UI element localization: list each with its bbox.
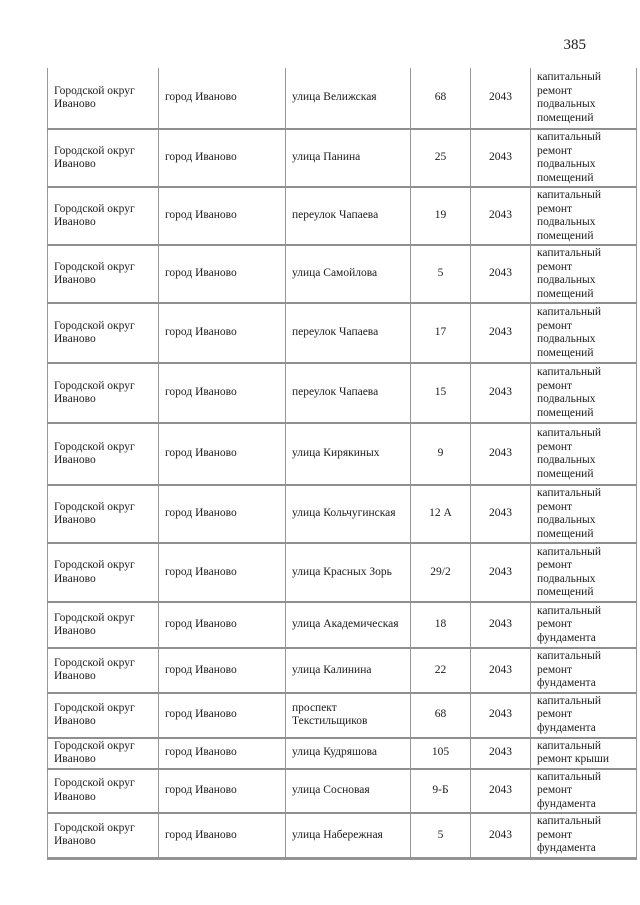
table-row xyxy=(48,543,637,602)
cell-house: 15 xyxy=(411,363,471,423)
cell-district: Городской округ Иваново xyxy=(48,648,159,693)
cell-work: капитальный ремонт подвальных помещений xyxy=(531,245,637,303)
cell-district: Городской округ Иваново xyxy=(48,68,159,129)
cell-house: 18 xyxy=(411,602,471,648)
cell-house: 19 xyxy=(411,187,471,245)
repair-schedule-table xyxy=(47,68,637,860)
cell-street: улица Кольчугинская xyxy=(286,485,411,543)
table-row xyxy=(48,648,637,693)
cell-year: 2043 xyxy=(471,363,531,423)
cell-work: капитальный ремонт подвальных помещений xyxy=(531,303,637,363)
cell-house: 5 xyxy=(411,813,471,858)
table-row xyxy=(48,813,637,858)
cell-district: Городской округ Иваново xyxy=(48,738,159,769)
cell-district: Городской округ Иваново xyxy=(48,245,159,303)
table-row xyxy=(48,602,637,648)
cell-street: улица Кирякиных xyxy=(286,423,411,485)
cell-house: 25 xyxy=(411,129,471,187)
table-row xyxy=(48,485,637,543)
cell-work: капитальный ремонт подвальных помещений xyxy=(531,423,637,485)
table-row xyxy=(48,363,637,423)
cell-year: 2043 xyxy=(471,813,531,858)
cell-work: капитальный ремонт фундамента xyxy=(531,602,637,648)
cell-house: 9 xyxy=(411,423,471,485)
cell-house: 12 А xyxy=(411,485,471,543)
cell-street: улица Сосновая xyxy=(286,769,411,814)
cell-house: 29/2 xyxy=(411,543,471,602)
cell-district: Городской округ Иваново xyxy=(48,485,159,543)
cell-street: переулок Чапаева xyxy=(286,363,411,423)
table-row xyxy=(48,423,637,485)
cell-work: капитальный ремонт подвальных помещений xyxy=(531,485,637,543)
cell-work: капитальный ремонт подвальных помещений xyxy=(531,68,637,129)
cell-district: Городской округ Иваново xyxy=(48,769,159,814)
cell-house: 5 xyxy=(411,245,471,303)
cell-city: город Иваново xyxy=(159,543,286,602)
cell-city: город Иваново xyxy=(159,187,286,245)
cell-year: 2043 xyxy=(471,187,531,245)
table-row xyxy=(48,738,637,769)
cell-district: Городской округ Иваново xyxy=(48,187,159,245)
table-row xyxy=(48,129,637,187)
cell-city: город Иваново xyxy=(159,769,286,814)
cell-street: проспект Текстильщиков xyxy=(286,693,411,738)
cell-street: улица Академическая xyxy=(286,602,411,648)
cell-street: улица Красных Зорь xyxy=(286,543,411,602)
cell-year: 2043 xyxy=(471,602,531,648)
cell-house: 22 xyxy=(411,648,471,693)
cell-year: 2043 xyxy=(471,68,531,129)
cell-city: город Иваново xyxy=(159,245,286,303)
cell-city: город Иваново xyxy=(159,738,286,769)
cell-street: улица Велижская xyxy=(286,68,411,129)
cell-house: 68 xyxy=(411,693,471,738)
cell-year: 2043 xyxy=(471,129,531,187)
cell-district: Городской округ Иваново xyxy=(48,602,159,648)
cell-house: 9-Б xyxy=(411,769,471,814)
schedule-table-body xyxy=(48,68,637,858)
table-row xyxy=(48,303,637,363)
cell-district: Городской округ Иваново xyxy=(48,813,159,858)
cell-year: 2043 xyxy=(471,245,531,303)
cell-work: капитальный ремонт подвальных помещений xyxy=(531,187,637,245)
cell-street: улица Калинина xyxy=(286,648,411,693)
cell-district: Городской округ Иваново xyxy=(48,303,159,363)
cell-city: город Иваново xyxy=(159,129,286,187)
cell-year: 2043 xyxy=(471,303,531,363)
cell-work: капитальный ремонт фундамента xyxy=(531,769,637,814)
cell-work: капитальный ремонт фундамента xyxy=(531,648,637,693)
cell-city: город Иваново xyxy=(159,648,286,693)
cell-work: капитальный ремонт подвальных помещений xyxy=(531,363,637,423)
cell-year: 2043 xyxy=(471,693,531,738)
cell-city: город Иваново xyxy=(159,423,286,485)
cell-work: капитальный ремонт фундамента xyxy=(531,693,637,738)
cell-work: капитальный ремонт фундамента xyxy=(531,813,637,858)
cell-city: город Иваново xyxy=(159,303,286,363)
cell-district: Городской округ Иваново xyxy=(48,363,159,423)
cell-district: Городской округ Иваново xyxy=(48,423,159,485)
cell-house: 68 xyxy=(411,68,471,129)
cell-year: 2043 xyxy=(471,543,531,602)
page-number: 385 xyxy=(563,37,586,53)
cell-district: Городской округ Иваново xyxy=(48,543,159,602)
cell-street: улица Кудряшова xyxy=(286,738,411,769)
cell-house: 17 xyxy=(411,303,471,363)
cell-year: 2043 xyxy=(471,485,531,543)
cell-house: 105 xyxy=(411,738,471,769)
table-row xyxy=(48,68,637,129)
cell-district: Городской округ Иваново xyxy=(48,693,159,738)
table-row xyxy=(48,187,637,245)
cell-street: улица Набережная xyxy=(286,813,411,858)
cell-work: капитальный ремонт подвальных помещений xyxy=(531,129,637,187)
table-row xyxy=(48,769,637,814)
cell-city: город Иваново xyxy=(159,363,286,423)
cell-year: 2043 xyxy=(471,423,531,485)
table-row xyxy=(48,693,637,738)
cell-city: город Иваново xyxy=(159,602,286,648)
cell-district: Городской округ Иваново xyxy=(48,129,159,187)
cell-city: город Иваново xyxy=(159,485,286,543)
cell-year: 2043 xyxy=(471,769,531,814)
cell-street: улица Панина xyxy=(286,129,411,187)
cell-street: переулок Чапаева xyxy=(286,187,411,245)
table-row xyxy=(48,245,637,303)
cell-street: переулок Чапаева xyxy=(286,303,411,363)
cell-work: капитальный ремонт подвальных помещений xyxy=(531,543,637,602)
cell-street: улица Самойлова xyxy=(286,245,411,303)
cell-year: 2043 xyxy=(471,648,531,693)
cell-city: город Иваново xyxy=(159,813,286,858)
cell-year: 2043 xyxy=(471,738,531,769)
cell-work: капитальный ремонт крыши xyxy=(531,738,637,769)
cell-city: город Иваново xyxy=(159,68,286,129)
cell-city: город Иваново xyxy=(159,693,286,738)
